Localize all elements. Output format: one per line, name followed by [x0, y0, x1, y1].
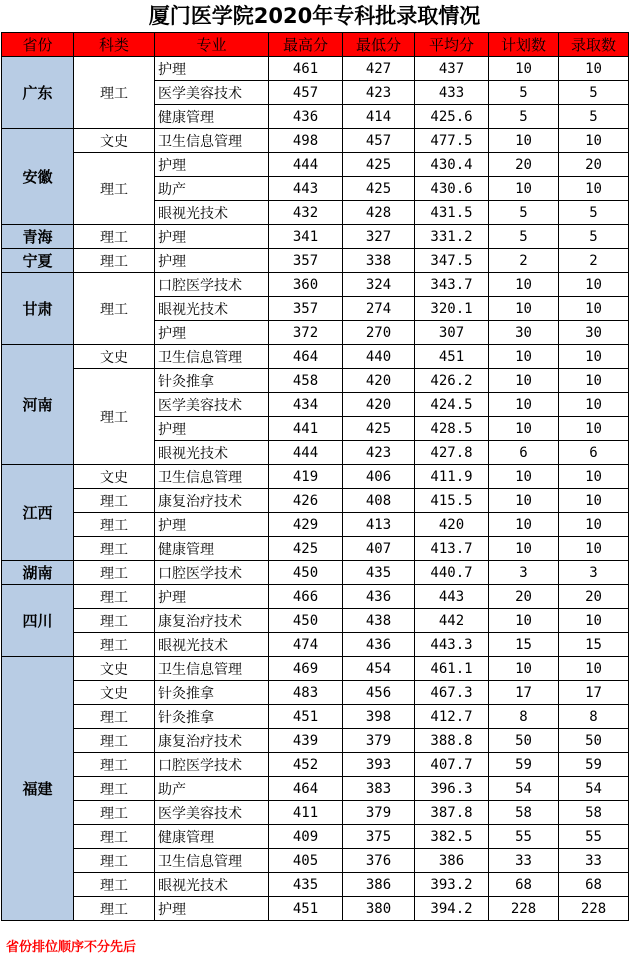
major-cell: 口腔医学技术 — [155, 273, 269, 297]
avg-score-cell: 433 — [415, 81, 489, 105]
avg-score-cell: 382.5 — [415, 825, 489, 849]
major-cell: 眼视光技术 — [155, 873, 269, 897]
plan-count-cell: 2 — [489, 249, 559, 273]
min-score-cell: 324 — [343, 273, 415, 297]
min-score-cell: 440 — [343, 345, 415, 369]
avg-score-cell: 413.7 — [415, 537, 489, 561]
min-score-cell: 327 — [343, 225, 415, 249]
max-score-cell: 444 — [269, 153, 343, 177]
max-score-cell: 469 — [269, 657, 343, 681]
max-score-cell: 461 — [269, 57, 343, 81]
avg-score-cell: 386 — [415, 849, 489, 873]
header-major: 专业 — [155, 33, 269, 57]
plan-count-cell: 17 — [489, 681, 559, 705]
avg-score-cell: 307 — [415, 321, 489, 345]
table-row — [2, 729, 629, 753]
min-score-cell: 270 — [343, 321, 415, 345]
avg-score-cell: 412.7 — [415, 705, 489, 729]
min-score-cell: 454 — [343, 657, 415, 681]
max-score-cell: 419 — [269, 465, 343, 489]
major-cell: 护理 — [155, 225, 269, 249]
category-cell: 文史 — [74, 657, 155, 681]
table-row — [2, 489, 629, 513]
avg-score-cell: 427.8 — [415, 441, 489, 465]
table-row — [2, 633, 629, 657]
table-body — [2, 57, 629, 921]
admit-count-cell: 5 — [559, 225, 629, 249]
admit-count-cell: 2 — [559, 249, 629, 273]
min-score-cell: 420 — [343, 393, 415, 417]
table-row — [2, 705, 629, 729]
avg-score-cell: 426.2 — [415, 369, 489, 393]
min-score-cell: 407 — [343, 537, 415, 561]
table-row — [2, 345, 629, 369]
major-cell: 针灸推拿 — [155, 705, 269, 729]
min-score-cell: 456 — [343, 681, 415, 705]
table-row — [2, 537, 629, 561]
avg-score-cell: 407.7 — [415, 753, 489, 777]
avg-score-cell: 347.5 — [415, 249, 489, 273]
category-cell: 理工 — [74, 153, 155, 225]
min-score-cell: 414 — [343, 105, 415, 129]
table-row — [2, 777, 629, 801]
table-row — [2, 753, 629, 777]
page-title: 厦门医学院2020年专科批录取情况 — [148, 4, 481, 28]
max-score-cell: 458 — [269, 369, 343, 393]
major-cell: 护理 — [155, 153, 269, 177]
admit-count-cell: 5 — [559, 81, 629, 105]
admit-count-cell: 10 — [559, 417, 629, 441]
avg-score-cell: 428.5 — [415, 417, 489, 441]
min-score-cell: 423 — [343, 441, 415, 465]
category-cell: 理工 — [74, 249, 155, 273]
avg-score-cell: 430.4 — [415, 153, 489, 177]
admit-count-cell: 228 — [559, 897, 629, 921]
min-score-cell: 375 — [343, 825, 415, 849]
province-cell: 江西 — [2, 465, 74, 561]
province-cell: 甘肃 — [2, 273, 74, 345]
max-score-cell: 444 — [269, 441, 343, 465]
admit-count-cell: 5 — [559, 105, 629, 129]
plan-count-cell: 10 — [489, 369, 559, 393]
min-score-cell: 379 — [343, 801, 415, 825]
admit-count-cell: 10 — [559, 465, 629, 489]
admit-count-cell: 3 — [559, 561, 629, 585]
min-score-cell: 383 — [343, 777, 415, 801]
major-cell: 护理 — [155, 513, 269, 537]
avg-score-cell: 430.6 — [415, 177, 489, 201]
admit-count-cell: 10 — [559, 537, 629, 561]
major-cell: 护理 — [155, 321, 269, 345]
category-cell: 理工 — [74, 801, 155, 825]
admit-count-cell: 30 — [559, 321, 629, 345]
admit-count-cell: 10 — [559, 57, 629, 81]
plan-count-cell: 10 — [489, 129, 559, 153]
category-cell: 文史 — [74, 345, 155, 369]
header-min-score: 最低分 — [343, 33, 415, 57]
avg-score-cell: 443 — [415, 585, 489, 609]
category-cell: 理工 — [74, 273, 155, 345]
plan-count-cell: 50 — [489, 729, 559, 753]
min-score-cell: 376 — [343, 849, 415, 873]
min-score-cell: 274 — [343, 297, 415, 321]
max-score-cell: 360 — [269, 273, 343, 297]
plan-count-cell: 3 — [489, 561, 559, 585]
table-row — [2, 249, 629, 273]
admit-count-cell: 10 — [559, 513, 629, 537]
avg-score-cell: 343.7 — [415, 273, 489, 297]
max-score-cell: 439 — [269, 729, 343, 753]
min-score-cell: 425 — [343, 153, 415, 177]
plan-count-cell: 10 — [489, 513, 559, 537]
max-score-cell: 357 — [269, 297, 343, 321]
max-score-cell: 457 — [269, 81, 343, 105]
plan-count-cell: 10 — [489, 273, 559, 297]
major-cell: 医学美容技术 — [155, 81, 269, 105]
max-score-cell: 483 — [269, 681, 343, 705]
plan-count-cell: 5 — [489, 105, 559, 129]
avg-score-cell: 387.8 — [415, 801, 489, 825]
max-score-cell: 441 — [269, 417, 343, 441]
major-cell: 卫生信息管理 — [155, 345, 269, 369]
plan-count-cell: 10 — [489, 465, 559, 489]
table-row — [2, 369, 629, 393]
plan-count-cell: 8 — [489, 705, 559, 729]
footnote: 省份排位顺序不分先后 — [6, 940, 137, 955]
category-cell: 文史 — [74, 681, 155, 705]
header-avg-score: 平均分 — [415, 33, 489, 57]
max-score-cell: 450 — [269, 609, 343, 633]
table-row — [2, 897, 629, 921]
avg-score-cell: 396.3 — [415, 777, 489, 801]
category-cell: 理工 — [74, 897, 155, 921]
admit-count-cell: 10 — [559, 177, 629, 201]
table-row — [2, 225, 629, 249]
plan-count-cell: 228 — [489, 897, 559, 921]
plan-count-cell: 10 — [489, 609, 559, 633]
table-row — [2, 681, 629, 705]
avg-score-cell: 411.9 — [415, 465, 489, 489]
avg-score-cell: 442 — [415, 609, 489, 633]
max-score-cell: 466 — [269, 585, 343, 609]
category-cell: 理工 — [74, 633, 155, 657]
header-admit-count: 录取数 — [559, 33, 629, 57]
plan-count-cell: 20 — [489, 585, 559, 609]
admit-count-cell: 10 — [559, 489, 629, 513]
major-cell: 卫生信息管理 — [155, 849, 269, 873]
plan-count-cell: 10 — [489, 489, 559, 513]
table-row — [2, 273, 629, 297]
avg-score-cell: 420 — [415, 513, 489, 537]
avg-score-cell: 443.3 — [415, 633, 489, 657]
plan-count-cell: 20 — [489, 153, 559, 177]
admit-count-cell: 55 — [559, 825, 629, 849]
max-score-cell: 464 — [269, 777, 343, 801]
major-cell: 康复治疗技术 — [155, 729, 269, 753]
category-cell: 理工 — [74, 57, 155, 129]
major-cell: 眼视光技术 — [155, 441, 269, 465]
admit-count-cell: 10 — [559, 345, 629, 369]
admit-count-cell: 8 — [559, 705, 629, 729]
admit-count-cell: 54 — [559, 777, 629, 801]
max-score-cell: 452 — [269, 753, 343, 777]
header-province: 省份 — [2, 33, 74, 57]
province-cell: 河南 — [2, 345, 74, 465]
max-score-cell: 426 — [269, 489, 343, 513]
major-cell: 卫生信息管理 — [155, 129, 269, 153]
avg-score-cell: 440.7 — [415, 561, 489, 585]
admit-count-cell: 68 — [559, 873, 629, 897]
major-cell: 护理 — [155, 897, 269, 921]
admit-count-cell: 15 — [559, 633, 629, 657]
admit-count-cell: 17 — [559, 681, 629, 705]
plan-count-cell: 55 — [489, 825, 559, 849]
category-cell: 理工 — [74, 849, 155, 873]
min-score-cell: 436 — [343, 585, 415, 609]
category-cell: 理工 — [74, 753, 155, 777]
max-score-cell: 341 — [269, 225, 343, 249]
admit-count-cell: 6 — [559, 441, 629, 465]
admit-count-cell: 10 — [559, 369, 629, 393]
admit-count-cell: 50 — [559, 729, 629, 753]
max-score-cell: 435 — [269, 873, 343, 897]
min-score-cell: 420 — [343, 369, 415, 393]
plan-count-cell: 5 — [489, 201, 559, 225]
table-row — [2, 585, 629, 609]
header-category: 科类 — [74, 33, 155, 57]
plan-count-cell: 10 — [489, 57, 559, 81]
admit-count-cell: 10 — [559, 129, 629, 153]
admit-count-cell: 10 — [559, 273, 629, 297]
major-cell: 眼视光技术 — [155, 297, 269, 321]
avg-score-cell: 393.2 — [415, 873, 489, 897]
major-cell: 口腔医学技术 — [155, 753, 269, 777]
avg-score-cell: 320.1 — [415, 297, 489, 321]
plan-count-cell: 54 — [489, 777, 559, 801]
table-row — [2, 129, 629, 153]
plan-count-cell: 68 — [489, 873, 559, 897]
table-row — [2, 801, 629, 825]
table-row — [2, 825, 629, 849]
major-cell: 健康管理 — [155, 825, 269, 849]
min-score-cell: 423 — [343, 81, 415, 105]
min-score-cell: 380 — [343, 897, 415, 921]
province-cell: 广东 — [2, 57, 74, 129]
table-row — [2, 609, 629, 633]
plan-count-cell: 15 — [489, 633, 559, 657]
max-score-cell: 451 — [269, 897, 343, 921]
plan-count-cell: 58 — [489, 801, 559, 825]
major-cell: 康复治疗技术 — [155, 489, 269, 513]
avg-score-cell: 331.2 — [415, 225, 489, 249]
province-cell: 湖南 — [2, 561, 74, 585]
plan-count-cell: 10 — [489, 417, 559, 441]
min-score-cell: 408 — [343, 489, 415, 513]
min-score-cell: 428 — [343, 201, 415, 225]
admit-count-cell: 58 — [559, 801, 629, 825]
table-row — [2, 561, 629, 585]
table-row — [2, 513, 629, 537]
max-score-cell: 498 — [269, 129, 343, 153]
admission-table — [1, 32, 629, 921]
major-cell: 卫生信息管理 — [155, 657, 269, 681]
plan-count-cell: 33 — [489, 849, 559, 873]
category-cell: 理工 — [74, 369, 155, 465]
category-cell: 理工 — [74, 489, 155, 513]
avg-score-cell: 451 — [415, 345, 489, 369]
admit-count-cell: 10 — [559, 393, 629, 417]
min-score-cell: 436 — [343, 633, 415, 657]
category-cell: 文史 — [74, 465, 155, 489]
plan-count-cell: 10 — [489, 297, 559, 321]
admit-count-cell: 59 — [559, 753, 629, 777]
min-score-cell: 386 — [343, 873, 415, 897]
major-cell: 护理 — [155, 417, 269, 441]
province-cell: 宁夏 — [2, 249, 74, 273]
province-cell: 福建 — [2, 657, 74, 921]
min-score-cell: 435 — [343, 561, 415, 585]
plan-count-cell: 10 — [489, 657, 559, 681]
min-score-cell: 427 — [343, 57, 415, 81]
major-cell: 针灸推拿 — [155, 369, 269, 393]
major-cell: 健康管理 — [155, 537, 269, 561]
category-cell: 理工 — [74, 513, 155, 537]
plan-count-cell: 10 — [489, 345, 559, 369]
min-score-cell: 425 — [343, 417, 415, 441]
major-cell: 卫生信息管理 — [155, 465, 269, 489]
avg-score-cell: 431.5 — [415, 201, 489, 225]
major-cell: 康复治疗技术 — [155, 609, 269, 633]
plan-count-cell: 10 — [489, 393, 559, 417]
admit-count-cell: 10 — [559, 297, 629, 321]
table-row — [2, 57, 629, 81]
major-cell: 护理 — [155, 585, 269, 609]
max-score-cell: 436 — [269, 105, 343, 129]
admit-count-cell: 20 — [559, 585, 629, 609]
admit-count-cell: 20 — [559, 153, 629, 177]
max-score-cell: 464 — [269, 345, 343, 369]
plan-count-cell: 5 — [489, 81, 559, 105]
category-cell: 理工 — [74, 777, 155, 801]
category-cell: 理工 — [74, 585, 155, 609]
major-cell: 护理 — [155, 57, 269, 81]
header-row — [2, 33, 629, 57]
max-score-cell: 405 — [269, 849, 343, 873]
max-score-cell: 357 — [269, 249, 343, 273]
min-score-cell: 338 — [343, 249, 415, 273]
avg-score-cell: 425.6 — [415, 105, 489, 129]
max-score-cell: 429 — [269, 513, 343, 537]
table-row — [2, 873, 629, 897]
major-cell: 助产 — [155, 777, 269, 801]
category-cell: 文史 — [74, 129, 155, 153]
major-cell: 眼视光技术 — [155, 201, 269, 225]
category-cell: 理工 — [74, 705, 155, 729]
min-score-cell: 438 — [343, 609, 415, 633]
avg-score-cell: 388.8 — [415, 729, 489, 753]
max-score-cell: 409 — [269, 825, 343, 849]
admit-count-cell: 10 — [559, 657, 629, 681]
max-score-cell: 434 — [269, 393, 343, 417]
min-score-cell: 393 — [343, 753, 415, 777]
plan-count-cell: 59 — [489, 753, 559, 777]
category-cell: 理工 — [74, 873, 155, 897]
major-cell: 眼视光技术 — [155, 633, 269, 657]
major-cell: 助产 — [155, 177, 269, 201]
avg-score-cell: 415.5 — [415, 489, 489, 513]
min-score-cell: 425 — [343, 177, 415, 201]
header-max-score: 最高分 — [269, 33, 343, 57]
avg-score-cell: 477.5 — [415, 129, 489, 153]
table-row — [2, 465, 629, 489]
plan-count-cell: 5 — [489, 225, 559, 249]
category-cell: 理工 — [74, 729, 155, 753]
max-score-cell: 443 — [269, 177, 343, 201]
min-score-cell: 413 — [343, 513, 415, 537]
major-cell: 医学美容技术 — [155, 801, 269, 825]
province-cell: 四川 — [2, 585, 74, 657]
category-cell: 理工 — [74, 225, 155, 249]
avg-score-cell: 461.1 — [415, 657, 489, 681]
category-cell: 理工 — [74, 825, 155, 849]
admit-count-cell: 33 — [559, 849, 629, 873]
category-cell: 理工 — [74, 609, 155, 633]
min-score-cell: 379 — [343, 729, 415, 753]
max-score-cell: 450 — [269, 561, 343, 585]
admit-count-cell: 10 — [559, 609, 629, 633]
major-cell: 护理 — [155, 249, 269, 273]
min-score-cell: 398 — [343, 705, 415, 729]
avg-score-cell: 424.5 — [415, 393, 489, 417]
major-cell: 口腔医学技术 — [155, 561, 269, 585]
table-row — [2, 657, 629, 681]
max-score-cell: 451 — [269, 705, 343, 729]
major-cell: 医学美容技术 — [155, 393, 269, 417]
max-score-cell: 474 — [269, 633, 343, 657]
max-score-cell: 432 — [269, 201, 343, 225]
plan-count-cell: 6 — [489, 441, 559, 465]
min-score-cell: 406 — [343, 465, 415, 489]
province-cell: 安徽 — [2, 129, 74, 225]
avg-score-cell: 467.3 — [415, 681, 489, 705]
avg-score-cell: 394.2 — [415, 897, 489, 921]
category-cell: 理工 — [74, 537, 155, 561]
max-score-cell: 425 — [269, 537, 343, 561]
table-row — [2, 153, 629, 177]
plan-count-cell: 10 — [489, 177, 559, 201]
max-score-cell: 411 — [269, 801, 343, 825]
major-cell: 健康管理 — [155, 105, 269, 129]
header-plan-count: 计划数 — [489, 33, 559, 57]
max-score-cell: 372 — [269, 321, 343, 345]
plan-count-cell: 10 — [489, 537, 559, 561]
admit-count-cell: 5 — [559, 201, 629, 225]
major-cell: 针灸推拿 — [155, 681, 269, 705]
min-score-cell: 457 — [343, 129, 415, 153]
category-cell: 理工 — [74, 561, 155, 585]
province-cell: 青海 — [2, 225, 74, 249]
avg-score-cell: 437 — [415, 57, 489, 81]
table-row — [2, 849, 629, 873]
plan-count-cell: 30 — [489, 321, 559, 345]
